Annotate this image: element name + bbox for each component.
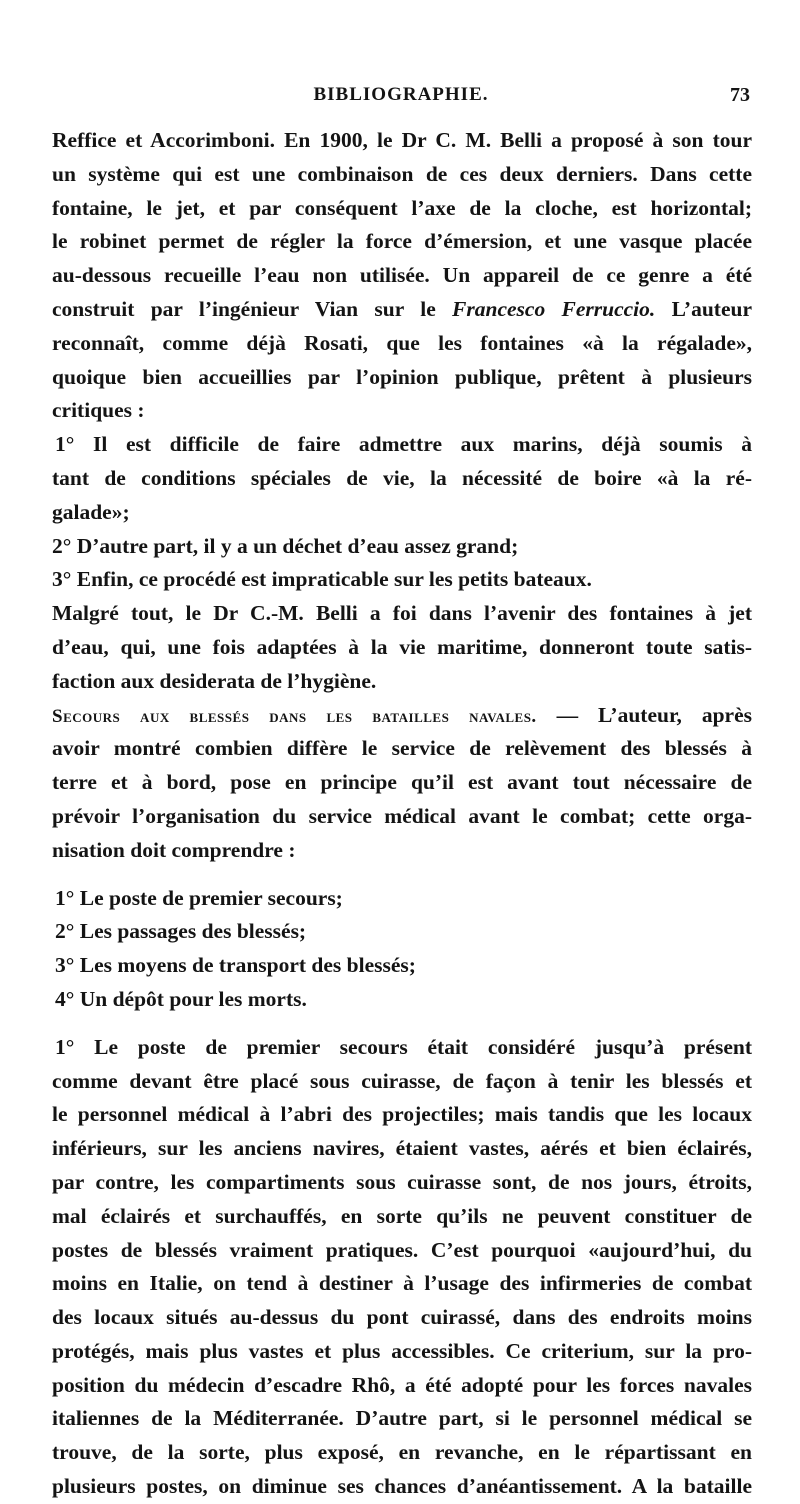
text-line: fontaine, le jet, et par conséquent l’axe de la cloche, est horizontal;	[52, 195, 752, 220]
text-line: tant de conditions spéciales de vie, la nécessité de boire «à la ré-	[52, 465, 752, 490]
text-line	[52, 293, 752, 327]
text-line: nisation doit comprendre :	[52, 837, 296, 862]
list-item: 2° Les passages des blessés;	[55, 919, 307, 944]
text-fragment: L’auteur	[655, 296, 752, 321]
running-title: BIBLIOGRAPHIE.	[313, 84, 489, 105]
list-item: 3° Les moyens de transport des blessés;	[55, 953, 416, 978]
list-item: 1° Le poste de premier secours;	[55, 885, 343, 910]
text-line: protégés, mais plus vastes et plus accessibles. Ce criterium, sur la pro-	[52, 1338, 752, 1363]
text-fragment: — L’auteur, après	[536, 702, 752, 727]
text-line: d’eau, qui, une fois adaptées à la vie maritime, donneront toute satis-	[52, 634, 752, 659]
section-heading: Secours aux blessés dans les batailles navales.	[52, 705, 537, 727]
text-line: faction aux desiderata de l’hygiène.	[52, 668, 377, 693]
text-line: galade»;	[52, 499, 130, 524]
text-line: position du médecin d’escadre Rhô, a été adopté pour les forces navales	[52, 1372, 752, 1397]
list-item: 3° Enfin, ce procédé est impraticable sur les petits bateaux.	[52, 567, 592, 592]
text-line: par contre, les compartiments sous cuirasse sont, de nos jours, étroits,	[52, 1169, 752, 1194]
text-line: prévoir l’organisation du service médical avant le combat; cette orga-	[52, 803, 752, 828]
text-line: avoir montré combien diffère le service de relèvement des blessés à	[52, 736, 752, 761]
text-line: des locaux situés au-dessus du pont cuirassé, dans des endroits moins	[52, 1305, 752, 1330]
text-line: Malgré tout, le Dr C.-M. Belli a foi dans l’avenir des fontaines à jet	[52, 601, 752, 626]
text-line: reconnaît, comme déjà Rosati, que les fontaines «à la régalade»,	[52, 330, 752, 355]
spacer	[52, 1017, 752, 1031]
text-line: Reffice et Accorimboni. En 1900, le Dr C. M. Belli a proposé à son tour	[52, 128, 752, 152]
text-line	[52, 699, 752, 733]
list-item: 2° D’autre part, il y a un déchet d’eau assez grand;	[52, 533, 519, 558]
text-line: 1° Le poste de premier secours était considéré jusqu’à présent	[55, 1034, 752, 1059]
text-line: italiennes de la Méditerranée. D’autre part, si le personnel médical se	[52, 1406, 752, 1431]
text-line: postes de blessés vraiment pratiques. C’est pourquoi «aujourd’hui, du	[52, 1237, 752, 1262]
text-line: le personnel médical à l’abri des projectiles; mais tandis que les locaux	[52, 1102, 752, 1127]
text-line: au-dessous recueille l’eau non utilisée. Un appareil de ce genre a été	[52, 263, 752, 288]
text-line: plusieurs postes, on diminue ses chances d’anéantissement. A la bataille	[52, 1474, 752, 1499]
page-number: 73	[730, 84, 750, 106]
text-line: moins en Italie, on tend à destiner à l’usage des infirmeries de combat	[52, 1271, 752, 1296]
text-line: un système qui est une combinaison de ces deux derniers. Dans cette	[52, 161, 752, 186]
text-line: comme devant être placé sous cuirasse, de façon à tenir les blessés et	[52, 1068, 752, 1093]
list-item: 1° Il est difficile de faire admettre aux marins, déjà soumis à	[55, 432, 752, 457]
text-line: quoique bien accueillies par l’opinion publique, prêtent à plusieurs	[52, 364, 752, 389]
text-line: critiques :	[52, 398, 145, 423]
text-line: terre et à bord, pose en principe qu’il est avant tout nécessaire de	[52, 770, 752, 795]
text-line: mal éclairés et surchauffés, en sorte qu’ils ne peuvent constituer de	[52, 1203, 752, 1228]
ship-name: Francesco Ferruccio.	[452, 296, 656, 321]
body-text	[52, 124, 752, 1504]
text-line: le robinet permet de régler la force d’émersion, et une vasque placée	[52, 229, 752, 254]
page-header	[52, 84, 750, 114]
text-fragment: construit par l’ingénieur Vian sur le	[52, 296, 453, 321]
spacer	[52, 868, 752, 882]
list-item: 4° Un dépôt pour les morts.	[55, 986, 307, 1011]
text-line: inférieurs, sur les anciens navires, étaient vastes, aérés et bien éclairés,	[52, 1136, 752, 1161]
text-line: trouve, de la sorte, plus exposé, en revanche, en le répartissant en	[52, 1440, 752, 1465]
